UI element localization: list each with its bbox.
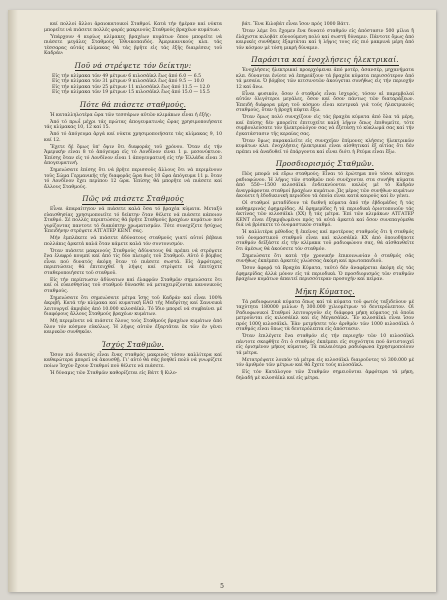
paragraph: Ἡ καλλιτέρα μέθοδος ἢ ἐκεῖνος καί προτέρους σταθμοῦς ὅτι ἡ σταθμός τοῦ ὀνομαστικοῦ σταθμοῦ εἶναι καὶ κιλοσάϊκλ ΚΧ ἀπό ὁποιοδήποτε σταθμόν δεῖξάστε εἰς τήν κλίμακα τοῦ ραδιοφώνου σας, θά αἰσθανθεῖτε ὅτι ἀμέσως θά ἀκούσετε τόν σταθμόν.	[236, 230, 414, 252]
section-heading-text: Ποῦ νά στρέψετε τόν δείκτην:	[74, 60, 192, 70]
paragraph: Εἰς τόν Κατάλογον τῶν Σταθμῶν σημειοῦνται ἀμφότερα τά μήκη, δηλαδή μέ κιλοσάϊκλ καί εἰς μέτρα.	[236, 370, 414, 381]
paragraph: Ἡ δύναμις τῶν Σταθμῶν καθορίζεται εἰς Βάττ ἢ Κιλο-	[50, 370, 178, 376]
section-heading	[44, 101, 222, 109]
paragraph: Ὅταν λέμε ὅτι ἔχομεν ἕνα δυνατό σταθμόν εἰς ἀπόστασιν 500 μίλια ἢ ἐλάχιστα κιλοβάτ εὐνοούμενη πολύ καί σωστή δύναμιν. Πάντοτε ὅμως ἀπό καιρικές συνθήκες ἑξαρτᾶται καί ἡ λῆψις τους εἰς πιό μακρινά μέρη ἀπό τόν κόσμον μέ τόση μικρή δύναμιν.	[236, 29, 414, 51]
paragraph: Σημειώσατε ὅτι κατά τήν χρονικήν ἐπικοινωνίαν ὁ σταθμός σᾶς συνήθως ἐκπέμπει ἀρκετές γλώσσας ἀκόμη καί πρωτοπαιδιοῦ.	[236, 253, 414, 264]
paragraph: Ὅταν πιάσετε μακρινούς Σταθμούς ἀδύνατους θά πρέπει νά στρέψετε ἕνα ἐλαφρό κουμπί καί ἀπό τίς δύο πλευρές τοῦ Σταθμοῦ. Αὐτό ὁ βόμβος εἶναι πού δυνατός ἀκόμη ὅταν τό πιάσετε σωστά. Εἰς ἀμφότερες περιπτώσεις θά ἐπιτευχθεῖ ἡ λήψις καί στρίψετε νά ἐπιτύχετε σταθεροποιήσετε τοῦ σταθμοῦ.	[44, 248, 222, 276]
paragraph: βάτ. Ἕνα Κιλοβάτ εἶναι ἴσον πρός 1000 Βάττ.	[242, 22, 350, 27]
frequency-list	[52, 74, 222, 96]
paragraph: Ὅταν ἐπιλέγετε ἕνα σταθμόν εἰς τήν περιοχήν τῶν 10 κιλοσάϊκλ πάντοτε σκεφθῆτε ὅτι ὁ σταθμός ἐκπέμπει εἰς συχνότητα πού ἀντιστοιχεῖ εἰς ὀρισμένον μήκος κύματος. Τά παλαιότερα ραδιόφωνα ἐχρησιμοποίουν τά μέτρα.	[236, 334, 414, 356]
paragraph: Ἀπό τό ἀπόγευμα ἀργά καί νύκτα χρησιμοποιήσατε τάς κλίμακας 9, 10 καί 12.	[44, 132, 222, 143]
paragraph: Ἔχετε δέ ὅμως ὑπ' ὄψιν ὅτι διαφοράς τοῦ χρόνου. Ὅταν εἰς τήν Ἀμερικήν εἶναι 8 τό ἀπόγευμα εἰς τό Λονδῖνον εἶναι 1 μ. μεσονύκτιον. Ἐπίσης ὅταν εἰς τό Λονδῖνον εἶναι 1 ἀπογευματινή εἰς τήν Ἑλλάδα εἶναι 3 ἀπογευματινή.	[44, 144, 222, 166]
section-heading	[236, 56, 414, 64]
paragraph: Οἱ σταθμοί μεταδίδουν τά διεθνῆ κύματα ἀπό τήν ἐβδομάδος ἢ τάς καθημερινάς ἐφημερίδας. Αἱ ἐφημερίδες ἢ τά περιοδικά ὁριοτοποιοῦν τάς ἀκτίνας τῶν κιλοσάϊκλ (ΧΧ) ἢ τάς μέτρα. Ἐπί τῶν κλιμάκων ΑΤΓΑΤΕΡ ΚΕΝΤ εἶναι ἐξηκριβωμένοι πρός τά αὐτά ἀρκετά καί ὅσον συνεπαγόμεθα διά νά βρίσκετε τό ὀνομαστικόν σταθμό.	[236, 201, 414, 228]
paragraph: Μετατρέψατε λοιπόν τά μέτρα εἰς κιλοσάϊκλ διαιροῦντες τό 300.000 μέ τόν ἀριθμόν τῶν μέτρων καί θά ἔχετε τούς κιλοσάϊκλ.	[236, 357, 414, 368]
paragraph: Ἀπό τό πρωΐ μέχρι τάς πρώτας ἀπογευματινάς ὥρας χρησιμοποιήσατε τάς κλίμακας 10, 12 καί 15.	[44, 119, 222, 130]
frequency-line: Εἰς τήν κλίμακα τῶν 25 μέτρων 11 κιλοσάϊκλ ἕως ἀπό 11.5 — 12.0	[52, 84, 210, 90]
paragraph: Μή περιμένετε νά πιάσετε ὅλους τούς Σταθμούς βραχέων κυμάτων ἀπό ὅλον τόν κόσμον εὐκόλως. Ἡ λῆψις αὐτῶν ἐξαρτᾶται ἐκ τῶν ἐν γένει καιρικῶν συνθηκῶν.	[44, 319, 222, 335]
paragraph: Σημειώσατε ὅτι σημειώσατε μέτρα ἴσης τοῦ Καδράν καί εἶναι 100% ἀκριβῆ. Κατά τήν κλίμακα καί κυματική ΕΑΟ τῆς Μαδρίτης καί Σαννεικά λειτουργεῖ ἀκριβῶς ἀπό 10.000 κιλοσάϊκλ. Τό ἴδιο μπορεῖ νά συμβαίνει μέ διαφόρους ἄλλους Σταθμούς βραχέων κυμάτων.	[44, 295, 222, 317]
section-heading-text: Πότε θά πιάσετε σταθμούς.	[79, 99, 187, 109]
paragraph: Τά ραδιοφωνικά κύματα ὅπως καί τά κύματα τοῦ φωτός ταξιδεύουν μέ ταχύτητα 180000 μιλίων ἢ 300.000 χιλιομέτρων τό δευτερόλεπτον. Οἱ Ραδιοφωνικοί Σταθμοί λειτουργοῦν εἰς διάφορα μήκη κύματος τά ὁποῖα μετροῦνται εἰς κιλοσάϊκλ καί εἰς Μεγασάϊκλ. Ἕν κιλοσάϊκλ εἶναι ἴσον πρός 1000 κιλοσάϊκλ. Ἐὰν μετρήσετε τόν ἀριθμόν τῶν 1000 κιλοσάϊκλ ὁ σταθμός εἶναι ὅπως τὰ δευτερόλεπτα εἰς ἀπόστασιν.	[236, 299, 414, 332]
section-heading	[44, 62, 222, 70]
paragraph: Εἶναι φυσικόν, ὅσον ὁ σταθμός εἶναι ἰσχυρός, τόσον αἱ παρεμβολαί αὐτῶν ὀλιγότεροι μεγάλες, ὅσον καί ὅσον πάντως τῶν διαταράξεων. Ἐπειδή διάφορα μέρη τοῦ κόσμου εἶναι κεντρικά γιά τούς ἠλεκτρικούς σταθμούς, ὅταν ἡ βροχή πέφτει ἔξω.	[236, 91, 414, 113]
frequency-line: Εἰς τήν κλίμακα τῶν 49 μέτρων 6 κιλοσάϊκλ ἕως ἀπό 6.0 — 6.5	[52, 73, 202, 79]
paragraph: Ὅταν ὅμως παρακαλεῖτε εἰς συνεχεῖαν ἐπίμονες κλήσεις ἠλεκτρικῶν κυμάτων κλπ. ἐνοχλήσεις ἠλεκτρικαί εἶναι αἰσθητικαί ἐξ αἰτίας ὅτι δέν πρέπει νά ἀναδυθεῖ τό ἐπάργοντα καί εἶναι διότι ἡ Ρεύμα εἶναι ἔξω.	[236, 138, 414, 155]
frequency-line: Εἰς τήν κλίμακα τῶν 31 μέτρων 9 κιλοσάϊκλ ἕως ἀπό 9.5 — 10.0	[52, 79, 204, 84]
paragraph: Σημειώσατε ἐπίσης ὅτι νά βρῆτε περισσοῦς ἄλλους ὅτι νά περιμένουν τοῦς Σώμα Γερμανικῆς τῆς διαφορᾶς ὥρα 8ως 10 ὥρα ἀπόγευμα 11 μ. ὅταν τό Λονδῖνον ἔχει περίπου 12 ὥρα. Ἐπίσης θά μπορῆτε νά πιάσετε καί ἄλλους Σταθμούς.	[44, 168, 222, 190]
binding-shadow	[8, 10, 18, 592]
paragraph: Ὅσον ἀφορᾷ τά Βραχέα Κύματα, ταὐτό δέν ἀναφέρεται ἀκόμη εἰς τάς ἐφημερίδας ἀλλά μόνον εἰς τά περιοδικά. Ὁ προσδιορισμός τῶν σταθμῶν βραχέων κυμάτων ἀπαιτεῖ περισσότεραν προσοχήν καί πείραν.	[236, 266, 414, 282]
section-heading	[44, 341, 222, 349]
paragraph: Ἡ καταλληλοτέρα ὥρα τῶν τεσσάρων αὐτῶν κλιμάκων εἶναι ἡ ἑξῆς:	[50, 112, 212, 118]
paragraph: Ὅσον πιό δυνατός εἶναι ἕνας σταθμός μακρινός τόσον καλλίτερα καί καθαρώτερα μπορεῖ νά ἀκουσθῇ. Γι' αὐτό θά σᾶς βοηθεῖ πολύ νά γνωρίζετε ποίων Ἰσχύν ἔχουν Σταθμοί πού θέλετε νά πιάσετε.	[44, 352, 222, 369]
section-heading-text: Μῆκη Κύματος.	[295, 286, 355, 296]
document-page	[8, 10, 436, 592]
page-number: 5	[220, 583, 224, 590]
section-heading	[236, 160, 414, 168]
paragraph: Ἐνοχλήσεις ἠλεκτρικαί προερχόμεναι ἀπό μοτέρ, ἀσανσέρ, μηχανήματα κλπ. δύνανται ἐνίοτε νά ἐπηρεάζουν τά βραχέα κύματα περισσότερον ἀπό τά μεσαία. Ὁ βόμβος τῶν κιτσινοτῶν ἀκούγεται συνήθως εἰς τήν περιοχήν 12 καί ἄνω.	[236, 68, 414, 90]
paragraph: Μήν ἐμπλέκετε νά πιάσετε ἀδύνατους σταθμούς γιατί αὐτοί βέβαια πολλάκις ἀρκετά καλά ὅταν κάμετε καλά τόν συντονισμόν.	[44, 236, 222, 247]
section-heading	[44, 195, 222, 203]
left-column	[44, 22, 222, 378]
section-heading-text: Πῶς νά πιάσετε Σταθμούς	[82, 194, 184, 203]
paragraph: Εἶναι ἀπαραίτητον νά πιάσετε καλά ὅσα τό βραχέα κύματα. Μεταξύ εὐαισθησίας χρησιμοποιεῖτε τό δείκτην ὅταν θέλετε νά πιάσετε κάποιον Σταθμό. Σέ πολλές περιπτώσεις θά βρῆτε Σταθμούς βραχέων κυμάτων πού γυρίζοντας παντοτε τό διακόπτην χρωματισμῶν. Τότε συνεχίζετε ἡσύχως Ἐπειδήνην στρέψετε ΑΤΓΑΤΕΡ ΚΕΝΤ σας.	[44, 207, 222, 234]
paragraph: Ὑπάρχουν 4 κυρίως κλίμακες βραχέων κυμάτων ὅπου μπορεῖτε νά πιάσετε μεγάλες Σταθμούς Ἐθνικοπαιδός. Ἀμερικανικούς κλπ. τάς τέσσαρας αὐτάς κλίμακας θά τάς βρῆτε εἰς τάς ἑξῆς διαιρέσεις τοῦ Καδράν:	[44, 34, 222, 56]
paragraph: Πῶς μπορῶ νά εὕρω σταθμούς; Εἶναι τό ἐρώτημα πού τόσοι κάτοχοι ραδιοφώνου. Ἡ λῆψις τῶν σταθμῶν πού συνέχονται στα συνήθη κύματα ἀπό 550—1500 κιλοσάϊκλ ἐνδεικνύονται καλῶς μέ τό Καδράν ἀναγράφονται σταθμοί βραχέων κυμάτων. Ὡς μέρος τῶν συνήθων κυμάτων ἀκούετε ἡ ἐδοδικινική περιόδου τά ὁποῖα εἶναι κατά καιρούς καί ἐν γένει.	[236, 172, 414, 199]
paragraph: καί πολλοί ἄλλοι ἀραιοκατοικοί Σταθμοί. Κατά τήν ἡμέραν καί νύκτα μπορεῖτε νά πιάσετε πολλές φορές μακρινούς Σταθμούς βραχέων κυμάτων.	[44, 22, 222, 33]
section-heading	[236, 288, 414, 296]
paragraph: Εἰς τήν περίπτωσιν ἀδύνατων καί ἐλαφρῶν Σταθμῶν σημειώσατε ὅτι καί οἱ εὐαισθησίας τοῦ σταθμοῦ δύνασθε νά μεταχειρίζονται κανονικούς σταθμούς.	[44, 277, 222, 294]
paragraph: Ὅταν ὅμως πολύ συνεχίζουν εἰς τάς βραχέα κύματα ἀπό ὅλα τά μέρη, καί ἐπίσης δέν μπορεῖτε ἐπιτυχεῖτε καλή λῆψιν ὅπως ἐπιθυμεῖτε, τότε συμβουλεύσατε τόν ἡλεκτρολόγον σας νά ἐξετάσῃ τό κύκλωμά σας καί τήν ἐγκατάστασιν τῆς κεραίας σας.	[236, 115, 414, 137]
frequency-line: Εἰς τήν κλίμακα τῶν 19 μέτρων 15 κιλοσάϊκλ ἕως ἀπό 15.0 — 15.5	[52, 90, 210, 95]
section-heading-text: Προσδιορισμός Σταθμῶν.	[275, 159, 375, 168]
right-column	[236, 22, 414, 383]
section-heading-text: Ἰσχύς Σταθμῶν.	[102, 339, 164, 349]
section-heading-text: Παράσιτα καί ἐνοχλήσεις ἠλεκτρικαί.	[251, 55, 399, 64]
